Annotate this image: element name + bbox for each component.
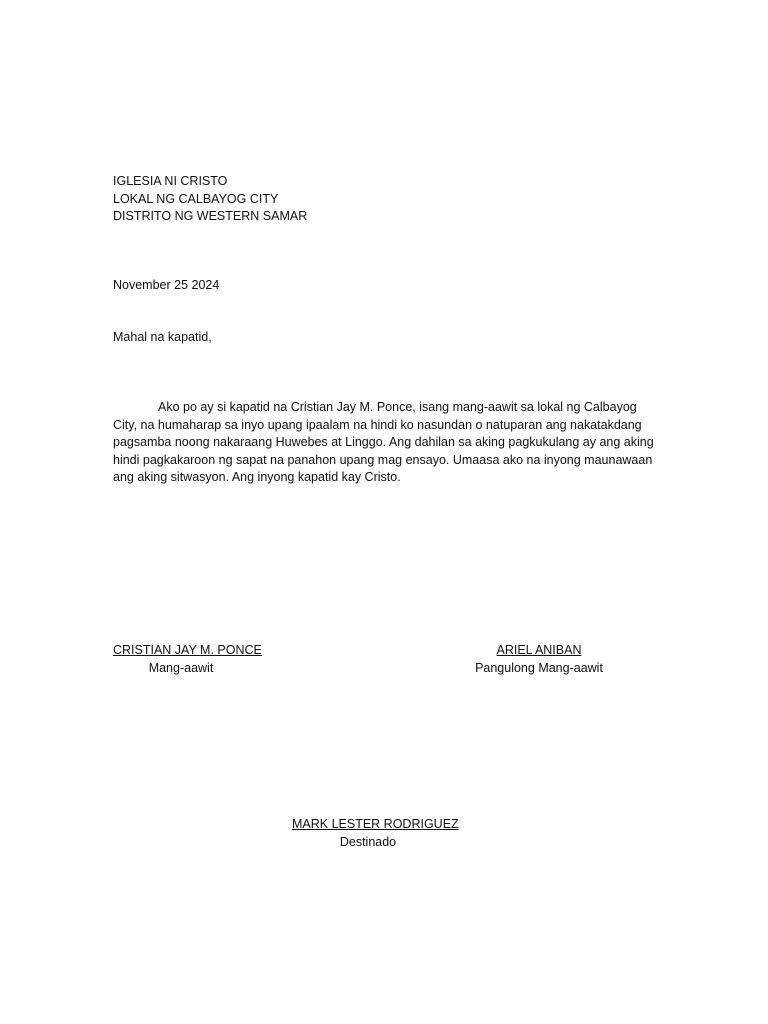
body-line: City, na humaharap sa inyo upang ipaalam na hindi ko nasundan o natuparan ang nakatakdang <box>113 417 642 432</box>
signatory-name: MARK LESTER RODRIGUEZ <box>292 817 459 831</box>
salutation: Mahal na kapatid, <box>113 330 212 344</box>
signature-block-singer <box>113 641 262 677</box>
signatory-title: Destinado <box>339 835 397 849</box>
letterhead-local: LOKAL NG CALBAYOG CITY <box>113 191 279 206</box>
letter-date: November 25 2024 <box>113 278 220 292</box>
signature-block-head-singer <box>468 641 610 677</box>
signatory-name: ARIEL ANIBAN <box>496 643 582 657</box>
letter-body <box>113 398 658 486</box>
signatory-title: Pangulong Mang-aawit <box>475 661 603 675</box>
signatory-name: CRISTIAN JAY M. PONCE <box>113 643 262 657</box>
signature-block-minister <box>292 815 459 851</box>
letterhead-organization: IGLESIA NI CRISTO <box>113 174 228 188</box>
letterhead <box>113 172 307 225</box>
letterhead-district: DISTRITO NG WESTERN SAMAR <box>113 209 308 223</box>
body-line: pagsamba noong nakaraang Huwebes at Linggo. Ang dahilan sa aking pagkukulang ay ang aking <box>113 435 654 450</box>
signatory-title: Mang-aawit <box>148 661 214 675</box>
body-line: ang aking sitwasyon. Ang inyong kapatid kay Cristo. <box>113 470 401 485</box>
body-line: hindi pagkakaroon ng sapat na panahon upang mag ensayo. Umaasa ako na inyong maunawaan <box>113 452 653 467</box>
body-line: Ako po ay si kapatid na Cristian Jay M. Ponce, isang mang-aawit sa lokal ng Calbayog <box>158 400 637 414</box>
